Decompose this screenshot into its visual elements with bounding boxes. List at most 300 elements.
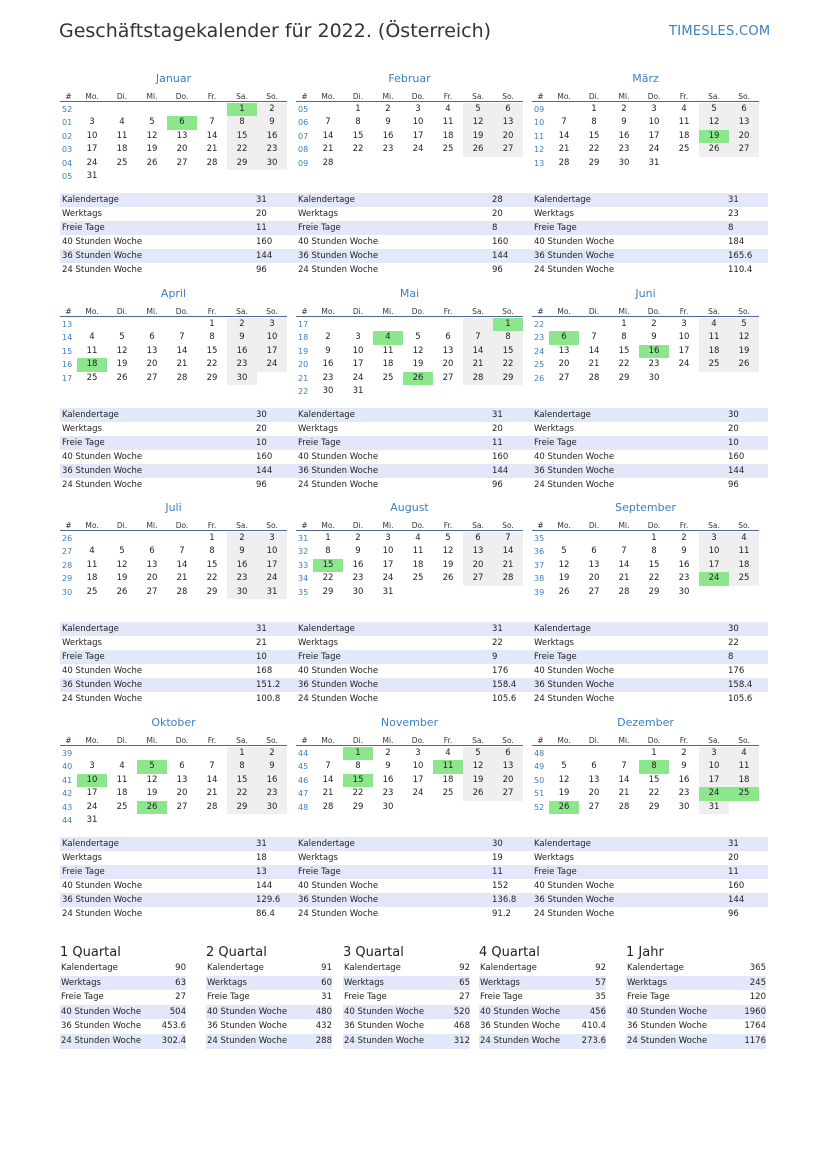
day-cell[interactable]: 25: [699, 358, 729, 371]
day-cell[interactable]: 18: [729, 559, 759, 572]
day-cell[interactable]: 1: [651, 748, 657, 758]
day-cell[interactable]: 21: [588, 359, 600, 370]
day-cell[interactable]: 30: [352, 586, 364, 597]
day-cell[interactable]: 23: [227, 572, 257, 585]
day-cell[interactable]: 29: [648, 801, 660, 812]
day-cell[interactable]: 29: [588, 157, 600, 168]
day-cell[interactable]: 14: [322, 774, 334, 785]
day-cell[interactable]: 16: [322, 359, 334, 370]
day-cell[interactable]: 27: [176, 157, 188, 168]
day-cell[interactable]: 11: [442, 117, 454, 128]
day-cell[interactable]: 18: [442, 130, 454, 141]
day-cell[interactable]: 24: [678, 359, 690, 370]
day-cell[interactable]: 21: [176, 573, 188, 584]
day-cell[interactable]: 12: [116, 559, 128, 570]
day-cell[interactable]: 8: [227, 116, 257, 129]
day-cell[interactable]: 9: [355, 546, 361, 557]
day-cell[interactable]: 22: [352, 788, 364, 799]
day-cell[interactable]: 16: [382, 774, 394, 785]
day-cell[interactable]: 11: [678, 117, 690, 128]
day-cell[interactable]: 10: [412, 761, 424, 772]
day-cell[interactable]: 7: [209, 761, 215, 772]
day-cell[interactable]: 10: [648, 117, 660, 128]
day-cell[interactable]: 11: [86, 345, 98, 356]
day-cell[interactable]: 28: [618, 801, 630, 812]
day-cell[interactable]: 16: [618, 130, 630, 141]
day-cell[interactable]: 26: [116, 586, 128, 597]
day-cell[interactable]: 8: [621, 332, 627, 343]
day-cell[interactable]: 11: [412, 546, 424, 557]
day-cell[interactable]: 27: [463, 572, 493, 585]
day-cell[interactable]: 27: [442, 372, 454, 383]
day-cell[interactable]: 17: [699, 559, 729, 572]
day-cell[interactable]: 25: [729, 572, 759, 585]
day-cell[interactable]: 26: [146, 157, 158, 168]
day-cell[interactable]: 24: [257, 572, 287, 585]
day-cell[interactable]: 7: [561, 117, 567, 128]
day-cell[interactable]: 3: [355, 332, 361, 343]
day-cell[interactable]: 28: [618, 586, 630, 597]
day-cell[interactable]: 10: [257, 545, 287, 558]
day-cell[interactable]: 25: [729, 787, 759, 800]
day-cell[interactable]: 19: [412, 359, 424, 370]
day-cell[interactable]: 30: [257, 157, 287, 170]
day-cell[interactable]: 21: [206, 144, 218, 155]
day-cell[interactable]: 1: [355, 104, 361, 114]
day-cell[interactable]: 19: [442, 559, 454, 570]
day-cell[interactable]: 12: [463, 760, 493, 773]
day-cell[interactable]: 22: [352, 144, 364, 155]
day-cell[interactable]: 3: [681, 319, 687, 329]
day-cell[interactable]: 3: [415, 104, 421, 114]
day-cell[interactable]: 10: [699, 760, 729, 773]
day-cell[interactable]: 26: [137, 801, 167, 814]
day-cell[interactable]: 19: [463, 774, 493, 787]
day-cell[interactable]: 26: [558, 586, 570, 597]
day-cell[interactable]: 11: [433, 760, 463, 773]
day-cell[interactable]: 5: [463, 747, 493, 760]
day-cell[interactable]: 24: [86, 157, 98, 168]
day-cell[interactable]: 14: [463, 345, 493, 358]
day-cell[interactable]: 5: [119, 332, 125, 343]
day-cell[interactable]: 4: [119, 117, 125, 128]
day-cell[interactable]: 26: [549, 801, 579, 814]
day-cell[interactable]: 20: [493, 774, 523, 787]
day-cell[interactable]: 17: [257, 559, 287, 572]
day-cell[interactable]: 28: [322, 157, 334, 168]
day-cell[interactable]: 11: [116, 774, 128, 785]
day-cell[interactable]: 22: [227, 143, 257, 156]
day-cell[interactable]: 17: [699, 774, 729, 787]
day-cell[interactable]: 6: [179, 761, 185, 772]
day-cell[interactable]: 3: [415, 748, 421, 758]
day-cell[interactable]: 5: [137, 760, 167, 773]
day-cell[interactable]: 24: [382, 573, 394, 584]
day-cell[interactable]: 2: [681, 533, 687, 543]
day-cell[interactable]: 21: [176, 359, 188, 370]
day-cell[interactable]: 12: [463, 116, 493, 129]
day-cell[interactable]: 9: [385, 117, 391, 128]
day-cell[interactable]: 13: [588, 774, 600, 785]
day-cell[interactable]: 16: [678, 774, 690, 785]
day-cell[interactable]: 3: [89, 761, 95, 772]
day-cell[interactable]: 8: [493, 331, 523, 344]
day-cell[interactable]: 8: [209, 546, 215, 557]
day-cell[interactable]: 9: [325, 345, 331, 356]
day-cell[interactable]: 28: [322, 801, 334, 812]
day-cell[interactable]: 5: [699, 103, 729, 116]
day-cell[interactable]: 20: [176, 788, 188, 799]
day-cell[interactable]: 11: [699, 331, 729, 344]
day-cell[interactable]: 22: [493, 358, 523, 371]
day-cell[interactable]: 15: [206, 559, 218, 570]
day-cell[interactable]: 31: [352, 385, 364, 396]
day-cell[interactable]: 24: [412, 788, 424, 799]
day-cell[interactable]: 30: [227, 586, 257, 599]
day-cell[interactable]: 1: [651, 533, 657, 543]
day-cell[interactable]: 9: [621, 117, 627, 128]
day-cell[interactable]: 17: [86, 788, 98, 799]
day-cell[interactable]: 8: [227, 760, 257, 773]
day-cell[interactable]: 26: [699, 143, 729, 156]
day-cell[interactable]: 13: [176, 130, 188, 141]
day-cell[interactable]: 21: [493, 559, 523, 572]
day-cell[interactable]: 19: [558, 788, 570, 799]
day-cell[interactable]: 17: [257, 345, 287, 358]
day-cell[interactable]: 26: [442, 573, 454, 584]
day-cell[interactable]: 16: [257, 130, 287, 143]
day-cell[interactable]: 23: [227, 358, 257, 371]
day-cell[interactable]: 6: [591, 546, 597, 557]
day-cell[interactable]: 31: [86, 814, 98, 825]
day-cell[interactable]: 15: [227, 774, 257, 787]
day-cell[interactable]: 23: [257, 143, 287, 156]
day-cell[interactable]: 24: [352, 372, 364, 383]
day-cell[interactable]: 28: [206, 801, 218, 812]
day-cell[interactable]: 7: [325, 117, 331, 128]
day-cell[interactable]: 12: [116, 345, 128, 356]
day-cell[interactable]: 20: [588, 788, 600, 799]
day-cell[interactable]: 2: [385, 104, 391, 114]
day-cell[interactable]: 12: [558, 559, 570, 570]
day-cell[interactable]: 2: [385, 748, 391, 758]
day-cell[interactable]: 8: [591, 117, 597, 128]
day-cell[interactable]: 2: [257, 747, 287, 760]
day-cell[interactable]: 29: [227, 157, 257, 170]
day-cell[interactable]: 27: [493, 143, 523, 156]
day-cell[interactable]: 7: [463, 331, 493, 344]
day-cell[interactable]: 17: [382, 559, 394, 570]
day-cell[interactable]: 31: [648, 157, 660, 168]
day-cell[interactable]: 29: [618, 372, 630, 383]
day-cell[interactable]: 23: [382, 144, 394, 155]
day-cell[interactable]: 21: [618, 573, 630, 584]
day-cell[interactable]: 4: [445, 104, 451, 114]
day-cell[interactable]: 27: [146, 586, 158, 597]
day-cell[interactable]: 29: [493, 372, 523, 385]
day-cell[interactable]: 19: [116, 573, 128, 584]
day-cell[interactable]: 5: [729, 318, 759, 331]
day-cell[interactable]: 12: [442, 546, 454, 557]
day-cell[interactable]: 11: [729, 545, 759, 558]
day-cell[interactable]: 25: [86, 586, 98, 597]
day-cell[interactable]: 20: [558, 359, 570, 370]
day-cell[interactable]: 28: [463, 372, 493, 385]
day-cell[interactable]: 4: [373, 331, 403, 344]
day-cell[interactable]: 30: [322, 385, 334, 396]
day-cell[interactable]: 15: [227, 130, 257, 143]
day-cell[interactable]: 12: [146, 774, 158, 785]
day-cell[interactable]: 16: [352, 559, 364, 570]
day-cell[interactable]: 30: [678, 801, 690, 812]
day-cell[interactable]: 5: [463, 103, 493, 116]
day-cell[interactable]: 9: [227, 545, 257, 558]
day-cell[interactable]: 4: [729, 532, 759, 545]
day-cell[interactable]: 3: [257, 532, 287, 545]
day-cell[interactable]: 22: [322, 573, 334, 584]
day-cell[interactable]: 22: [206, 573, 218, 584]
day-cell[interactable]: 1: [209, 319, 215, 329]
day-cell[interactable]: 25: [116, 157, 128, 168]
day-cell[interactable]: 18: [412, 559, 424, 570]
day-cell[interactable]: 7: [325, 761, 331, 772]
day-cell[interactable]: 14: [588, 345, 600, 356]
day-cell[interactable]: 2: [227, 532, 257, 545]
day-cell[interactable]: 13: [729, 116, 759, 129]
day-cell[interactable]: 20: [588, 573, 600, 584]
day-cell[interactable]: 14: [558, 130, 570, 141]
day-cell[interactable]: 6: [445, 332, 451, 343]
day-cell[interactable]: 10: [382, 546, 394, 557]
day-cell[interactable]: 12: [146, 130, 158, 141]
day-cell[interactable]: 17: [412, 130, 424, 141]
day-cell[interactable]: 22: [648, 573, 660, 584]
day-cell[interactable]: 1: [209, 533, 215, 543]
day-cell[interactable]: 24: [86, 801, 98, 812]
day-cell[interactable]: 5: [149, 117, 155, 128]
day-cell[interactable]: 28: [176, 586, 188, 597]
day-cell[interactable]: 24: [699, 787, 729, 800]
site-link[interactable]: TIMESLES.COM: [669, 24, 771, 39]
day-cell[interactable]: 26: [116, 372, 128, 383]
day-cell[interactable]: 11: [86, 559, 98, 570]
day-cell[interactable]: 2: [681, 748, 687, 758]
day-cell[interactable]: 1: [227, 103, 257, 116]
day-cell[interactable]: 11: [116, 130, 128, 141]
day-cell[interactable]: 28: [206, 157, 218, 168]
day-cell[interactable]: 7: [621, 546, 627, 557]
day-cell[interactable]: 30: [678, 586, 690, 597]
day-cell[interactable]: 22: [588, 144, 600, 155]
day-cell[interactable]: 27: [588, 586, 600, 597]
day-cell[interactable]: 18: [699, 345, 729, 358]
day-cell[interactable]: 15: [493, 345, 523, 358]
day-cell[interactable]: 19: [558, 573, 570, 584]
day-cell[interactable]: 6: [591, 761, 597, 772]
day-cell[interactable]: 31: [382, 586, 394, 597]
day-cell[interactable]: 13: [558, 345, 570, 356]
day-cell[interactable]: 25: [442, 788, 454, 799]
day-cell[interactable]: 16: [257, 774, 287, 787]
day-cell[interactable]: 7: [179, 546, 185, 557]
day-cell[interactable]: 29: [648, 586, 660, 597]
day-cell[interactable]: 27: [176, 801, 188, 812]
day-cell[interactable]: 10: [352, 345, 364, 356]
day-cell[interactable]: 27: [493, 787, 523, 800]
day-cell[interactable]: 14: [206, 774, 218, 785]
day-cell[interactable]: 3: [89, 117, 95, 128]
day-cell[interactable]: 18: [77, 358, 107, 371]
day-cell[interactable]: 8: [355, 761, 361, 772]
day-cell[interactable]: 22: [618, 359, 630, 370]
day-cell[interactable]: 10: [77, 774, 107, 787]
day-cell[interactable]: 14: [618, 774, 630, 785]
day-cell[interactable]: 27: [146, 372, 158, 383]
day-cell[interactable]: 19: [699, 130, 729, 143]
day-cell[interactable]: 1: [227, 747, 257, 760]
day-cell[interactable]: 20: [176, 144, 188, 155]
day-cell[interactable]: 19: [146, 788, 158, 799]
day-cell[interactable]: 28: [176, 372, 188, 383]
day-cell[interactable]: 2: [227, 318, 257, 331]
day-cell[interactable]: 29: [352, 801, 364, 812]
day-cell[interactable]: 6: [463, 532, 493, 545]
day-cell[interactable]: 20: [442, 359, 454, 370]
day-cell[interactable]: 13: [176, 774, 188, 785]
day-cell[interactable]: 6: [167, 116, 197, 129]
day-cell[interactable]: 8: [651, 546, 657, 557]
day-cell[interactable]: 17: [648, 130, 660, 141]
day-cell[interactable]: 14: [176, 559, 188, 570]
day-cell[interactable]: 6: [549, 331, 579, 344]
day-cell[interactable]: 17: [412, 774, 424, 785]
day-cell[interactable]: 23: [382, 788, 394, 799]
day-cell[interactable]: 7: [209, 117, 215, 128]
day-cell[interactable]: 9: [681, 546, 687, 557]
day-cell[interactable]: 4: [119, 761, 125, 772]
day-cell[interactable]: 2: [651, 319, 657, 329]
day-cell[interactable]: 16: [227, 345, 257, 358]
day-cell[interactable]: 14: [206, 130, 218, 141]
day-cell[interactable]: 18: [116, 144, 128, 155]
day-cell[interactable]: 18: [442, 774, 454, 785]
day-cell[interactable]: 8: [355, 117, 361, 128]
day-cell[interactable]: 20: [493, 130, 523, 143]
day-cell[interactable]: 18: [729, 774, 759, 787]
day-cell[interactable]: 17: [678, 345, 690, 356]
day-cell[interactable]: 19: [729, 345, 759, 358]
day-cell[interactable]: 11: [729, 760, 759, 773]
day-cell[interactable]: 7: [179, 332, 185, 343]
day-cell[interactable]: 1: [621, 319, 627, 329]
day-cell[interactable]: 4: [415, 533, 421, 543]
day-cell[interactable]: 24: [648, 144, 660, 155]
day-cell[interactable]: 21: [322, 144, 334, 155]
day-cell[interactable]: 23: [352, 573, 364, 584]
day-cell[interactable]: 5: [561, 546, 567, 557]
day-cell[interactable]: 3: [651, 104, 657, 114]
day-cell[interactable]: 30: [618, 157, 630, 168]
day-cell[interactable]: 16: [678, 559, 690, 570]
day-cell[interactable]: 13: [493, 760, 523, 773]
day-cell[interactable]: 31: [699, 801, 729, 814]
day-cell[interactable]: 12: [699, 116, 729, 129]
day-cell[interactable]: 23: [648, 359, 660, 370]
day-cell[interactable]: 21: [463, 358, 493, 371]
day-cell[interactable]: 28: [558, 157, 570, 168]
day-cell[interactable]: 6: [493, 103, 523, 116]
day-cell[interactable]: 21: [206, 788, 218, 799]
day-cell[interactable]: 29: [206, 372, 218, 383]
day-cell[interactable]: 5: [561, 761, 567, 772]
day-cell[interactable]: 25: [86, 372, 98, 383]
day-cell[interactable]: 13: [493, 116, 523, 129]
day-cell[interactable]: 3: [699, 747, 729, 760]
day-cell[interactable]: 15: [618, 345, 630, 356]
day-cell[interactable]: 18: [86, 573, 98, 584]
day-cell[interactable]: 1: [591, 104, 597, 114]
day-cell[interactable]: 14: [493, 545, 523, 558]
day-cell[interactable]: 5: [415, 332, 421, 343]
day-cell[interactable]: 9: [257, 116, 287, 129]
day-cell[interactable]: 20: [729, 130, 759, 143]
day-cell[interactable]: 28: [588, 372, 600, 383]
day-cell[interactable]: 10: [678, 332, 690, 343]
day-cell[interactable]: 14: [618, 559, 630, 570]
day-cell[interactable]: 2: [325, 332, 331, 343]
day-cell[interactable]: 24: [412, 144, 424, 155]
day-cell[interactable]: 21: [558, 144, 570, 155]
day-cell[interactable]: 19: [146, 144, 158, 155]
day-cell[interactable]: 25: [442, 144, 454, 155]
day-cell[interactable]: 4: [89, 546, 95, 557]
day-cell[interactable]: 8: [325, 546, 331, 557]
day-cell[interactable]: 2: [257, 103, 287, 116]
day-cell[interactable]: 23: [322, 372, 334, 383]
day-cell[interactable]: 7: [493, 532, 523, 545]
day-cell[interactable]: 15: [648, 559, 660, 570]
day-cell[interactable]: 12: [412, 345, 424, 356]
day-cell[interactable]: 10: [412, 117, 424, 128]
day-cell[interactable]: 21: [618, 788, 630, 799]
day-cell[interactable]: 6: [149, 332, 155, 343]
day-cell[interactable]: 18: [116, 788, 128, 799]
day-cell[interactable]: 15: [588, 130, 600, 141]
day-cell[interactable]: 23: [618, 144, 630, 155]
day-cell[interactable]: 4: [729, 747, 759, 760]
day-cell[interactable]: 22: [227, 787, 257, 800]
day-cell[interactable]: 16: [382, 130, 394, 141]
day-cell[interactable]: 30: [648, 372, 660, 383]
day-cell[interactable]: 19: [463, 130, 493, 143]
day-cell[interactable]: 13: [463, 545, 493, 558]
day-cell[interactable]: 17: [352, 359, 364, 370]
day-cell[interactable]: 1: [493, 318, 523, 331]
day-cell[interactable]: 30: [227, 372, 257, 385]
day-cell[interactable]: 12: [558, 774, 570, 785]
day-cell[interactable]: 16: [227, 559, 257, 572]
day-cell[interactable]: 6: [493, 747, 523, 760]
day-cell[interactable]: 26: [403, 372, 433, 385]
day-cell[interactable]: 26: [463, 143, 493, 156]
day-cell[interactable]: 4: [681, 104, 687, 114]
day-cell[interactable]: 15: [352, 130, 364, 141]
day-cell[interactable]: 27: [588, 801, 600, 812]
day-cell[interactable]: 2: [621, 104, 627, 114]
day-cell[interactable]: 14: [176, 345, 188, 356]
day-cell[interactable]: 16: [639, 345, 669, 358]
day-cell[interactable]: 13: [146, 345, 158, 356]
